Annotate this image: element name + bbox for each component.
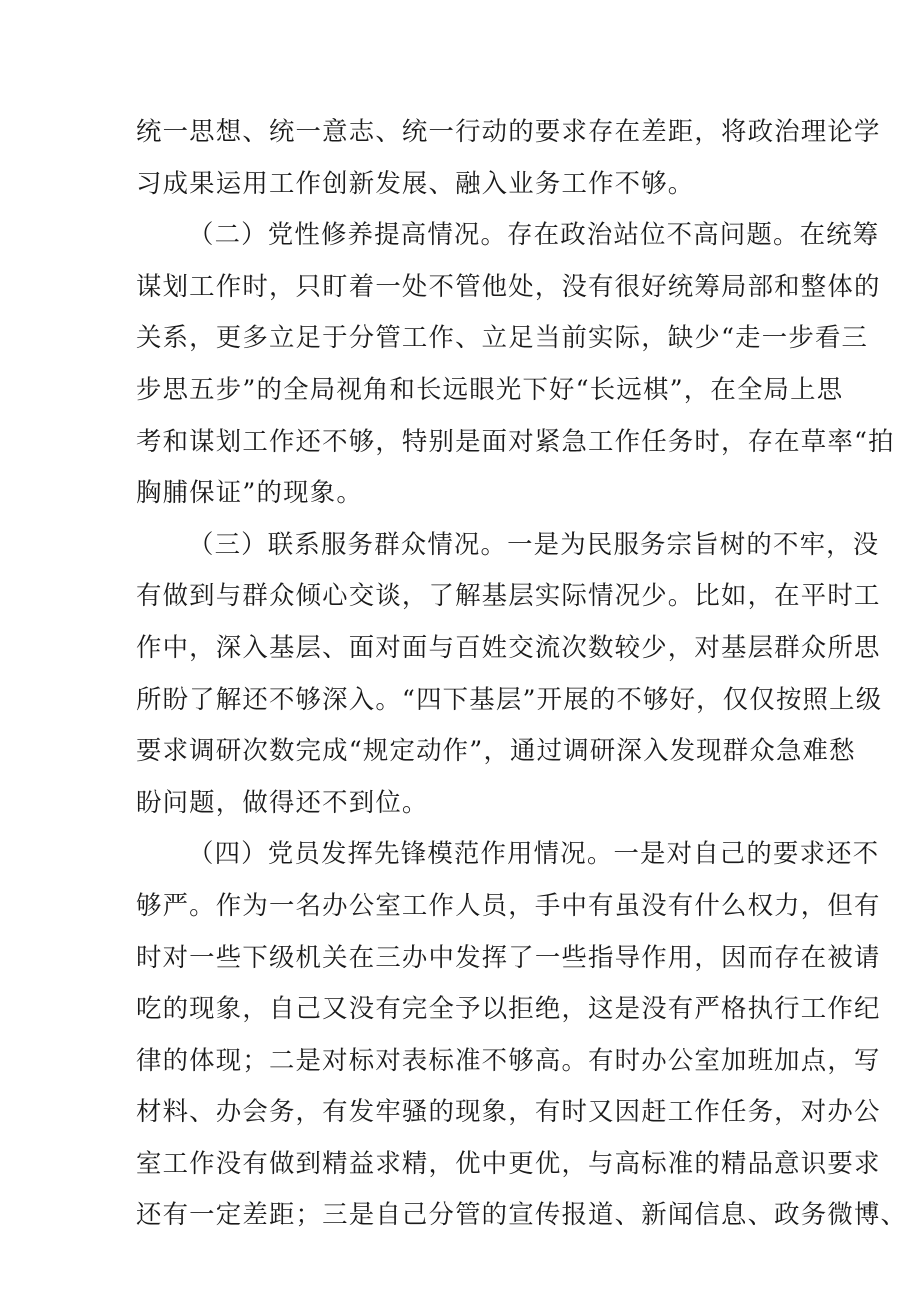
text-line: 统一思想、统一意志、统一行动的要求存在差距，将政治理论学: [136, 116, 881, 146]
text-line: 还有一定差距；三是自己分管的宣传报道、新闻信息、政务微博、: [136, 1199, 908, 1230]
text-line: 要求调研次数完成“规定动作”，通过调研深入发现群众急难愁: [136, 735, 856, 766]
text-line: 盼问题，做得还不到位。: [136, 786, 429, 817]
text-line: 关系，更多立足于分管工作、立足当前实际，缺少“走一步看三: [136, 322, 869, 353]
text-line: 够严。作为一名办公室工作人员，手中有虽没有什么权力，但有: [136, 889, 881, 920]
text-line: 所盼了解还不够深入。“四下基层”开展的不够好，仅仅按照上级: [136, 683, 883, 714]
text-line: 步思五步”的全局视角和长远眼光下好“长远棋”，在全局上思: [136, 373, 844, 404]
text-line: 作中，深入基层、面对面与百姓交流次数较少，对基层群众所思: [136, 631, 881, 662]
text-line: 谋划工作时，只盯着一处不管他处，没有很好统筹局部和整体的: [136, 270, 881, 301]
text-line: 习成果运用工作创新发展、融入业务工作不够。: [136, 167, 695, 198]
text-line: 有做到与群众倾心交谈，了解基层实际情况少。比如，在平时工: [136, 580, 881, 611]
text-line: 时对一些下级机关在三办中发挥了一些指导作用，因而存在被请: [136, 941, 881, 972]
text-line: 材料、办会务，有发牢骚的现象，有时又因赶工作任务，对办公: [136, 1096, 881, 1127]
text-line: （四）党员发挥先锋模范作用情况。一是对自己的要求还不: [188, 838, 880, 869]
text-line: 考和谋划工作还不够，特别是面对紧急工作任务时，存在草率“拍: [136, 425, 895, 456]
text-line: （三）联系服务群众情况。一是为民服务宗旨树的不牢，没: [188, 528, 880, 559]
text-line: 律的体现；二是对标对表标准不够高。有时办公室加班加点，写: [136, 1044, 881, 1075]
document-body: [136, 106, 908, 1241]
text-line: 胸脯保证”的现象。: [136, 477, 363, 508]
text-line: 室工作没有做到精益求精，优中更优，与高标准的精品意识要求: [136, 1147, 881, 1178]
text-line: 吃的现象，自己又没有完全予以拒绝，这是没有严格执行工作纪: [136, 993, 881, 1024]
text-line: （二）党性修养提高情况。存在政治站位不高问题。在统筹: [188, 219, 880, 250]
